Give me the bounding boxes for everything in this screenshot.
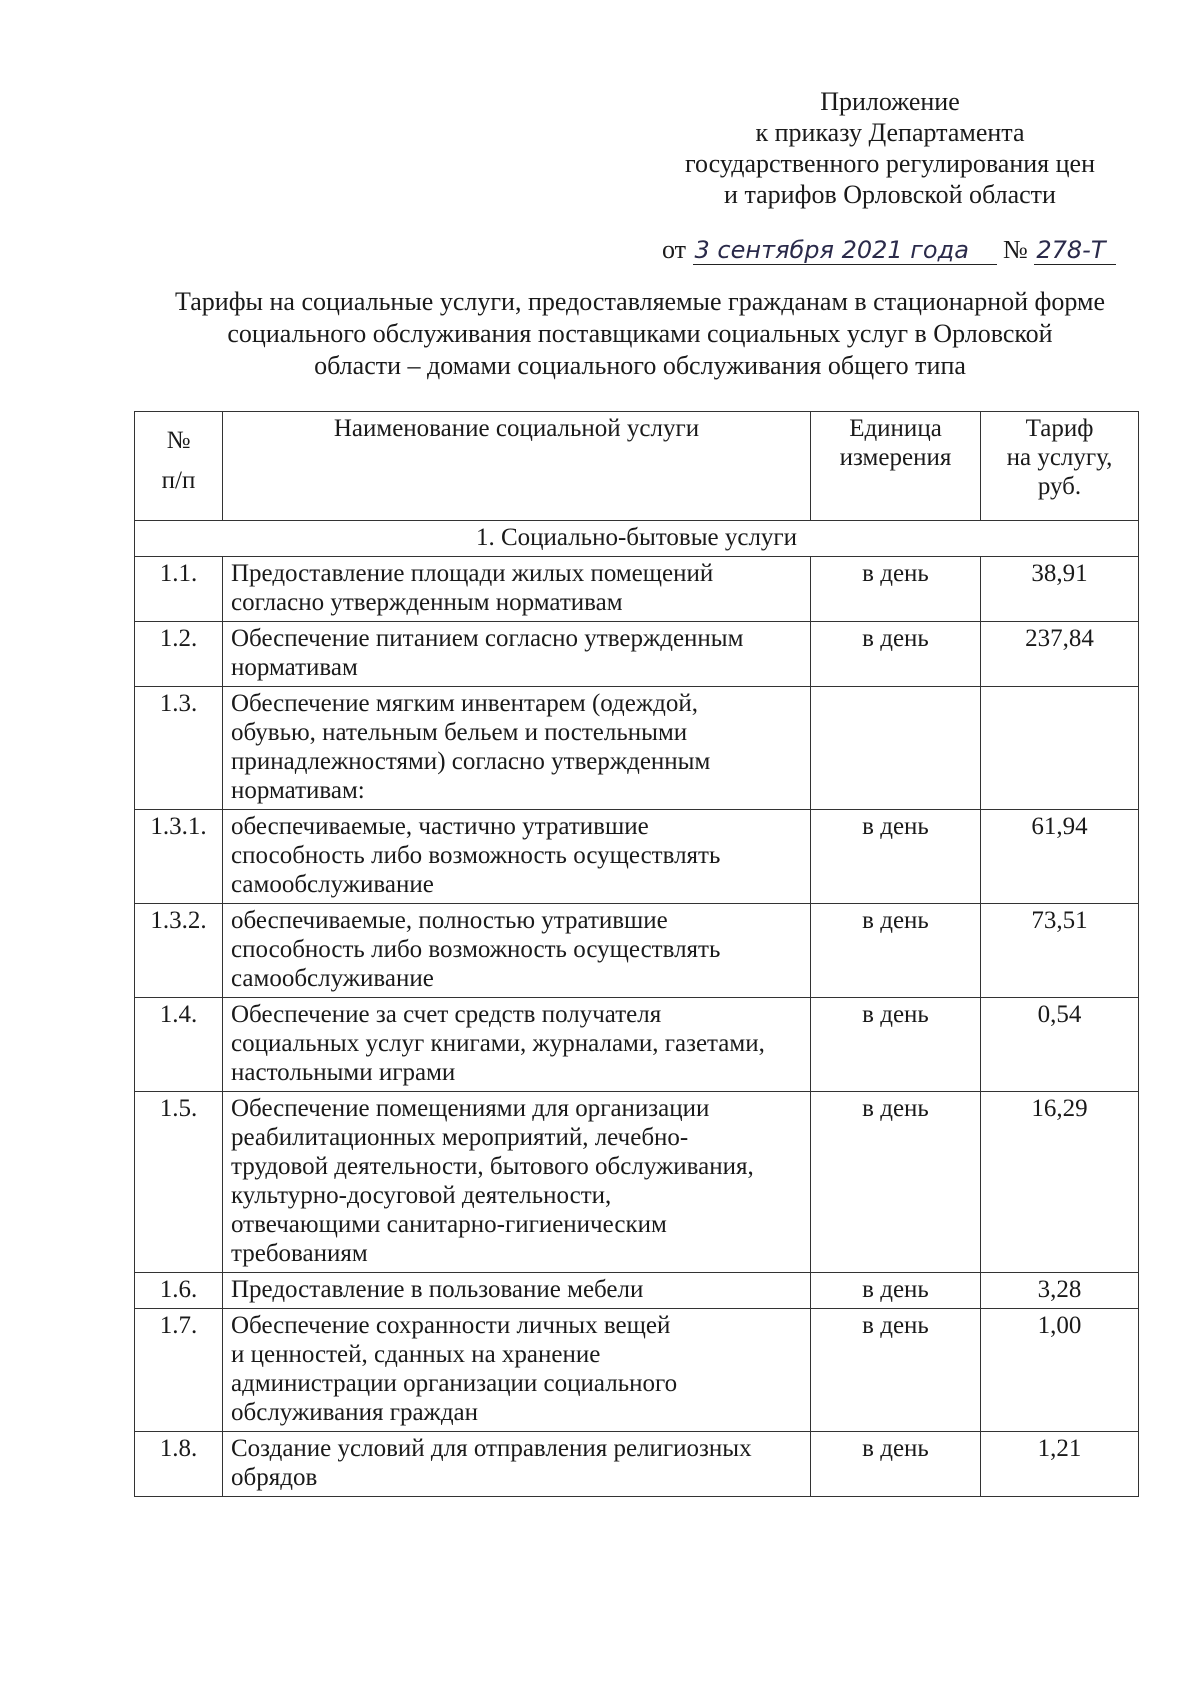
unit-of-measure: в день [811, 1432, 981, 1497]
column-header-unit [811, 412, 981, 521]
service-name-line: обувью, нательным бельем и постельными [231, 719, 688, 746]
appendix-line: Приложение [820, 87, 960, 116]
table-row [135, 1309, 1139, 1432]
tariff-value: 61,94 [981, 810, 1139, 904]
table-row [135, 998, 1139, 1092]
title-line: Тарифы на социальные услуги, предоставляемые гражданам в стационарной форме [175, 287, 1105, 316]
tariff-value: 1,00 [981, 1309, 1139, 1432]
document-title [150, 286, 1130, 382]
service-name-line: трудовой деятельности, бытового обслуживания, [231, 1153, 754, 1180]
appendix-line: государственного регулирования цен [685, 149, 1095, 178]
column-header-line: руб. [1037, 473, 1082, 500]
column-header-line: Тариф [1025, 415, 1094, 442]
unit-of-measure: в день [811, 557, 981, 622]
appendix-line: и тарифов Орловской области [724, 180, 1056, 209]
service-name-line: согласно утвержденным нормативам [231, 589, 623, 616]
table-row [135, 1432, 1139, 1497]
service-name-line: социальных услуг книгами, журналами, газетами, [231, 1030, 765, 1057]
table-row [135, 904, 1139, 998]
tariff-value: 3,28 [981, 1273, 1139, 1309]
table-row [135, 1092, 1139, 1273]
row-number: 1.3.2. [135, 904, 223, 998]
row-number: 1.3. [135, 687, 223, 810]
order-date-handwritten: 3 сентября 2021 года [693, 236, 997, 265]
service-name-line: Обеспечение сохранности личных вещей [231, 1312, 671, 1339]
service-name-line: Предоставление площади жилых помещений [231, 560, 714, 587]
unit-of-measure [811, 687, 981, 810]
service-name-line: способность либо возможность осуществлять [231, 936, 721, 963]
service-name-line: самообслуживание [231, 965, 434, 992]
tariff-value: 237,84 [981, 622, 1139, 687]
service-name-line: культурно-досуговой деятельности, [231, 1182, 612, 1209]
service-name-line: Обеспечение питанием согласно утвержденным [231, 625, 744, 652]
section-title: 1. Социально-бытовые услуги [135, 521, 1139, 557]
service-name-line: Обеспечение мягким инвентарем (одеждой, [231, 690, 698, 717]
service-name [223, 1432, 811, 1497]
service-name-line: Обеспечение помещениями для организации [231, 1095, 710, 1122]
unit-of-measure: в день [811, 1092, 981, 1273]
row-number: 1.7. [135, 1309, 223, 1432]
unit-of-measure: в день [811, 1273, 981, 1309]
service-name-line: настольными играми [231, 1059, 456, 1086]
service-name [223, 557, 811, 622]
row-number: 1.5. [135, 1092, 223, 1273]
table-row [135, 687, 1139, 810]
table-row [135, 622, 1139, 687]
section-row [135, 521, 1139, 557]
column-header-line: измерения [839, 444, 952, 471]
table-row [135, 1273, 1139, 1309]
order-number-sign: № [1003, 235, 1028, 264]
service-name [223, 1273, 811, 1309]
row-number: 1.3.1. [135, 810, 223, 904]
unit-of-measure: в день [811, 810, 981, 904]
appendix-header [660, 86, 1120, 210]
appendix-line: к приказу Департамента [755, 118, 1025, 147]
unit-of-measure: в день [811, 1309, 981, 1432]
service-name [223, 810, 811, 904]
order-number-handwritten: 278-Т [1034, 236, 1116, 265]
order-prefix: от [662, 235, 687, 264]
service-name [223, 622, 811, 687]
row-number: 1.1. [135, 557, 223, 622]
table-body [135, 521, 1139, 1497]
service-name-line: нормативам [231, 654, 358, 681]
service-name-line: отвечающими санитарно-гигиеническим [231, 1211, 667, 1238]
unit-of-measure: в день [811, 622, 981, 687]
title-line: области – домами социального обслуживания общего типа [314, 351, 966, 380]
order-reference [662, 233, 1132, 267]
service-name [223, 1092, 811, 1273]
service-name-line: обеспечиваемые, полностью утратившие [231, 907, 668, 934]
service-name-line: принадлежностями) согласно утвержденным [231, 748, 711, 775]
service-name-line: реабилитационных мероприятий, лечебно- [231, 1124, 689, 1151]
column-header-number [135, 412, 223, 521]
service-name-line: и ценностей, сданных на хранение [231, 1341, 601, 1368]
service-name-line: способность либо возможность осуществлять [231, 842, 721, 869]
service-name [223, 1309, 811, 1432]
tariff-value: 0,54 [981, 998, 1139, 1092]
table-row [135, 557, 1139, 622]
service-name-line: требованиям [231, 1240, 368, 1267]
service-name-line: обрядов [231, 1464, 318, 1491]
service-name [223, 904, 811, 998]
column-header-line: Единица [849, 415, 942, 442]
column-header-line: на услугу, [1006, 444, 1113, 471]
column-header-name: Наименование социальной услуги [223, 412, 811, 521]
service-name [223, 998, 811, 1092]
unit-of-measure: в день [811, 998, 981, 1092]
tariff-value [981, 687, 1139, 810]
tariff-value: 16,29 [981, 1092, 1139, 1273]
row-number: 1.4. [135, 998, 223, 1092]
service-name-line: Создание условий для отправления религиозных [231, 1435, 752, 1462]
row-number: 1.8. [135, 1432, 223, 1497]
tariff-value: 73,51 [981, 904, 1139, 998]
unit-of-measure: в день [811, 904, 981, 998]
title-line: социального обслуживания поставщиками социальных услуг в Орловской [227, 319, 1053, 348]
service-name-line: нормативам: [231, 777, 365, 804]
service-name-line: администрации организации социального [231, 1370, 678, 1397]
service-name-line: обеспечиваемые, частично утратившие [231, 813, 649, 840]
service-name-line: Предоставление в пользование мебели [231, 1276, 644, 1303]
row-number: 1.6. [135, 1273, 223, 1309]
service-name-line: обслуживания граждан [231, 1399, 479, 1426]
service-name-line: Обеспечение за счет средств получателя [231, 1001, 662, 1028]
table-header-row [135, 412, 1139, 521]
column-header-line: п/п [161, 467, 196, 494]
tariffs-table [134, 411, 1139, 1497]
tariff-value: 1,21 [981, 1432, 1139, 1497]
service-name-line: самообслуживание [231, 871, 434, 898]
tariff-value: 38,91 [981, 557, 1139, 622]
table-row [135, 810, 1139, 904]
column-header-tariff [981, 412, 1139, 521]
service-name [223, 687, 811, 810]
row-number: 1.2. [135, 622, 223, 687]
column-header-line: № [166, 427, 191, 454]
